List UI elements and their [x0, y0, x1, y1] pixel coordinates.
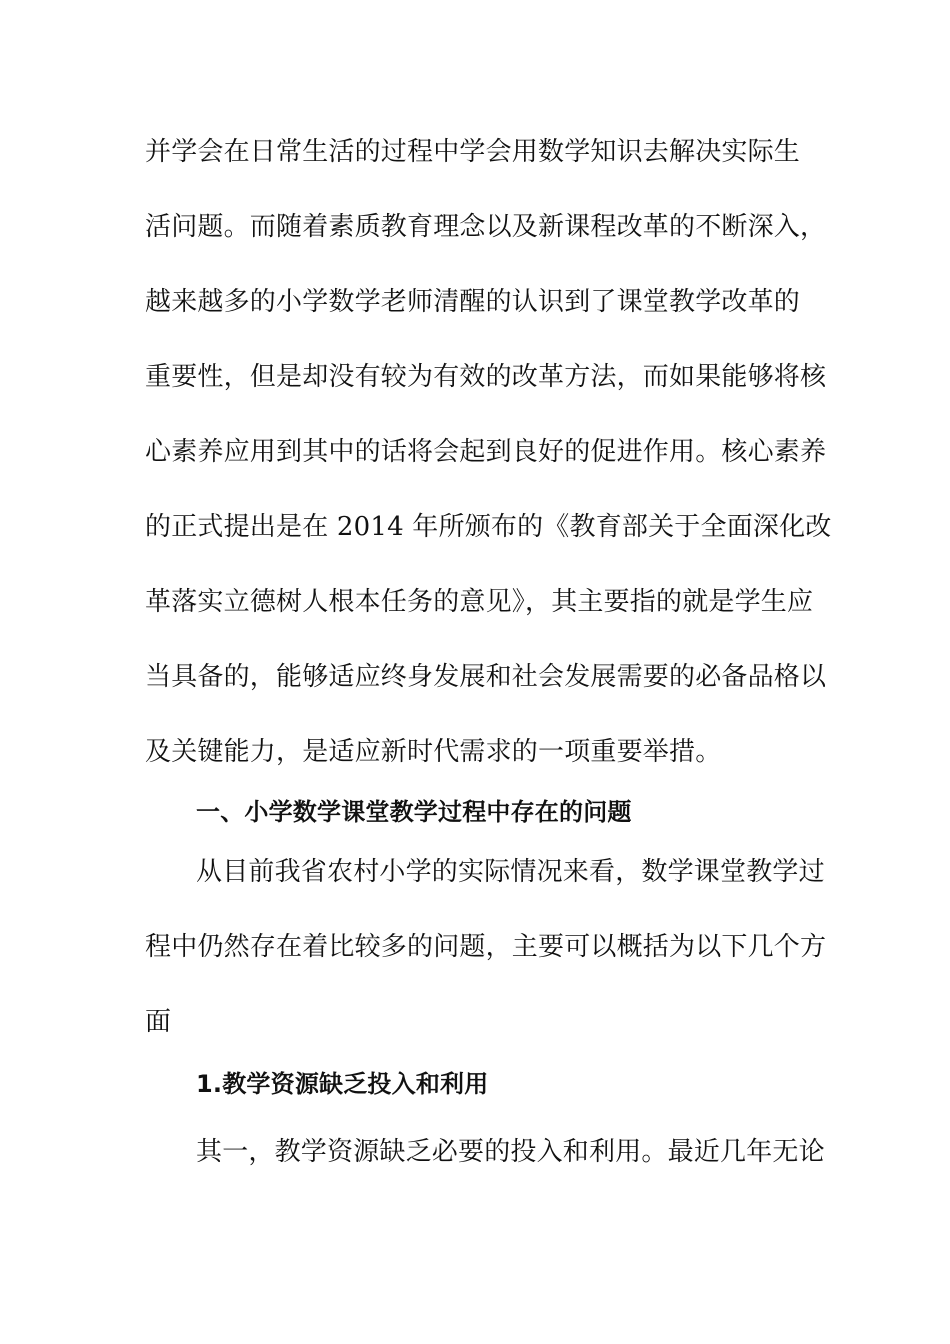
body-text-line: 程中仍然存在着比较多的问题，主要可以概括为以下几个方 [145, 932, 827, 962]
section-heading: 一、小学数学课堂教学过程中存在的问题 [196, 798, 632, 826]
body-text-line: 越来越多的小学数学老师清醒的认识到了课堂教学改革的 [145, 287, 801, 317]
body-text-line: 并学会在日常生活的过程中学会用数学知识去解决实际生 [145, 137, 801, 167]
body-text-line: 其一，教学资源缺乏必要的投入和利用。最近几年无论 [196, 1137, 825, 1167]
body-text-line: 从目前我省农村小学的实际情况来看，数学课堂教学过 [196, 857, 825, 887]
body-text-line: 及关键能力，是适应新时代需求的一项重要举措。 [145, 737, 722, 767]
body-text-line: 重要性，但是却没有较为有效的改革方法，而如果能够将核 [145, 362, 827, 392]
subsection-heading: 1.教学资源缺乏投入和利用 [196, 1070, 489, 1098]
body-text-line: 活问题。而随着素质教育理念以及新课程改革的不断深入， [145, 212, 827, 242]
body-text-line: 当具备的，能够适应终身发展和社会发展需要的必备品格以 [145, 662, 827, 692]
body-text-line: 面 [145, 1007, 172, 1037]
body-text-line: 的正式提出是在 2014 年所颁布的《教育部关于全面深化改 [145, 512, 832, 542]
body-text-line: 心素养应用到其中的话将会起到良好的促进作用。核心素养 [145, 437, 827, 467]
body-text-line: 革落实立德树人根本任务的意见》，其主要指的就是学生应 [145, 587, 814, 617]
